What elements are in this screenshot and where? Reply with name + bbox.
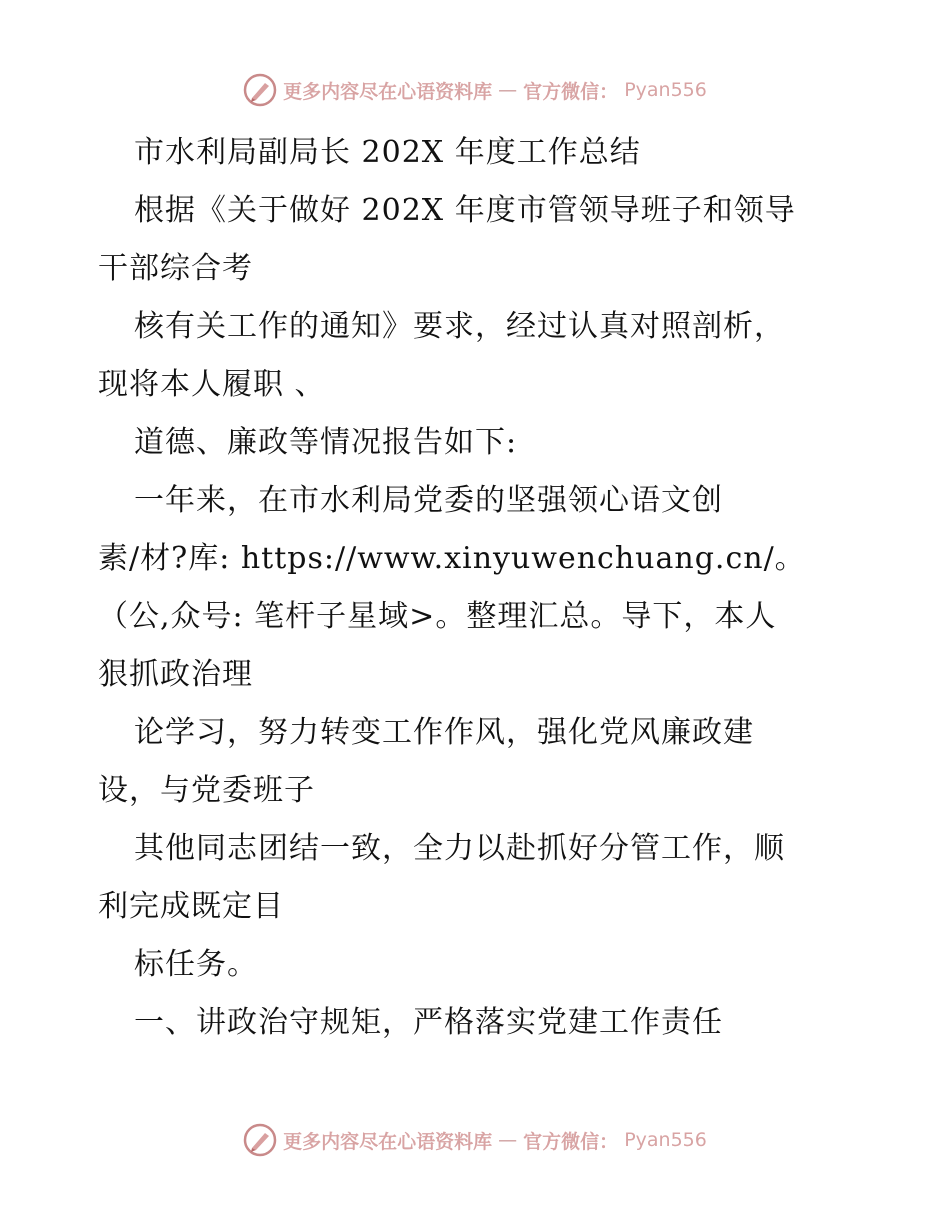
watermark-separator: — bbox=[498, 79, 518, 101]
document-body bbox=[98, 124, 868, 1052]
paragraph-line: 道德、廉政等情况报告如下: bbox=[134, 425, 518, 460]
paragraph-line: 利完成既定目 bbox=[98, 889, 284, 924]
paragraph-line: 设，与党委班子 bbox=[98, 773, 315, 808]
paragraph-line: 标任务。 bbox=[134, 947, 258, 982]
watermark-wechat-label: 官方微信： bbox=[523, 1130, 619, 1153]
paragraph-line: 干部综合考 bbox=[98, 251, 253, 286]
watermark-site-text: 更多内容尽在心语资料库 bbox=[283, 1130, 493, 1153]
paragraph-line: 现将本人履职 、 bbox=[98, 367, 326, 402]
paragraph-line: 核有关工作的通知》要求，经过认真对照剖析， bbox=[134, 309, 785, 344]
paragraph-line: 根据《关于做好 202X 年度市管领导班子和领导 bbox=[134, 193, 796, 228]
paragraph-line: 一年来，在市水利局党委的坚强领心语文创 bbox=[134, 483, 723, 518]
pen-logo-icon bbox=[243, 1123, 277, 1157]
footer-watermark bbox=[0, 1120, 950, 1160]
paragraph-line: 其他同志团结一致，全力以赴抓好分管工作，顺 bbox=[134, 831, 785, 866]
watermark-wechat-id: Pyan556 bbox=[624, 79, 707, 101]
watermark-site-text: 更多内容尽在心语资料库 bbox=[283, 80, 493, 103]
paragraph-line: 论学习，努力转变工作作风，强化党风廉政建 bbox=[134, 715, 754, 750]
paragraph-line: 素/材?库: https://www.xinyuwenchuang.cn/。 bbox=[98, 541, 806, 576]
paragraph-line: 狠抓政治理 bbox=[98, 657, 253, 692]
paragraph-line: （公,众号: 笔杆子星域>。整理汇总。导下，本人 bbox=[98, 599, 777, 634]
pen-logo-icon bbox=[243, 73, 277, 107]
watermark-wechat-id: Pyan556 bbox=[624, 1129, 707, 1151]
section-heading: 一、讲政治守规矩，严格落实党建工作责任 bbox=[134, 1005, 723, 1040]
document-title: 市水利局副局长 202X 年度工作总结 bbox=[134, 135, 641, 170]
watermark-separator: — bbox=[498, 1129, 518, 1151]
header-watermark bbox=[0, 70, 950, 110]
watermark-wechat-label: 官方微信： bbox=[523, 80, 619, 103]
